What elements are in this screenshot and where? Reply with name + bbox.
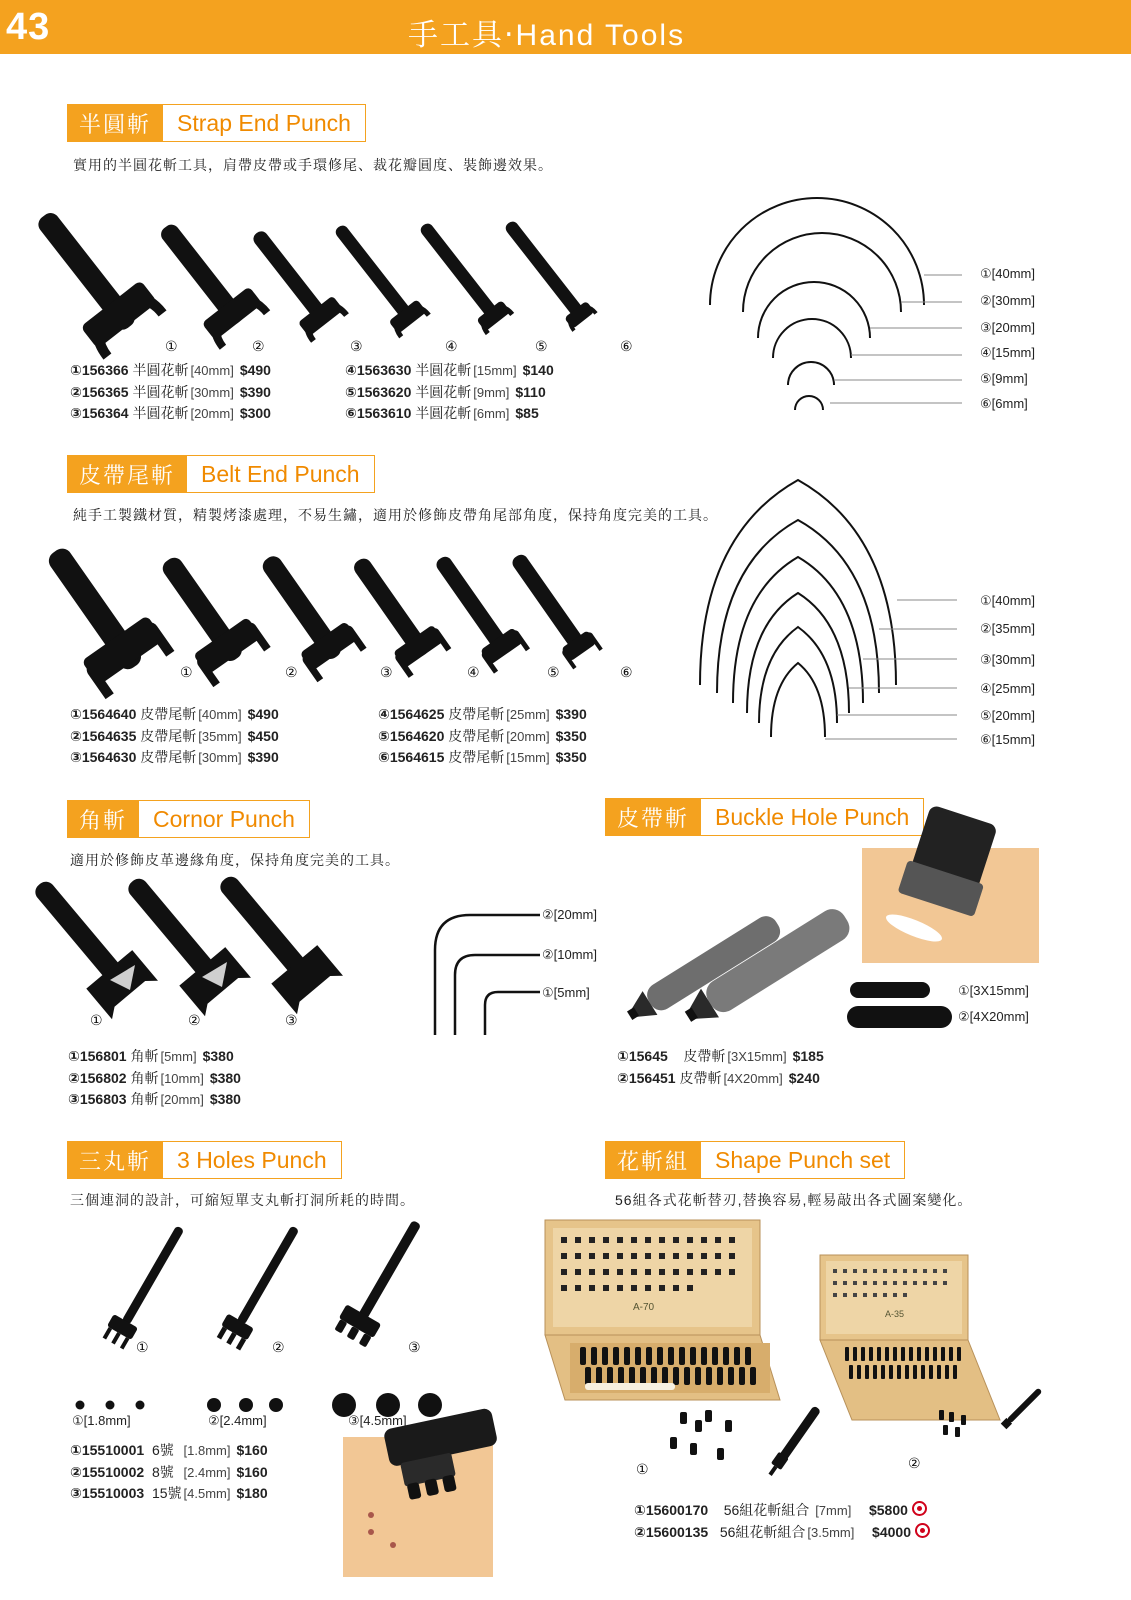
page-title: 手工具‧Hand Tools bbox=[408, 19, 686, 52]
section-title-en: Cornor Punch bbox=[139, 800, 310, 838]
tool-number: ② bbox=[252, 338, 265, 354]
product-price: $490 bbox=[239, 362, 271, 378]
product-size: [30mm] bbox=[190, 384, 234, 400]
product-size: [20mm] bbox=[160, 1092, 204, 1107]
product-size: [20mm] bbox=[506, 728, 550, 744]
tool-number: ④ bbox=[467, 664, 480, 680]
product-code: ②1564635 bbox=[70, 727, 137, 744]
product-price: $4000 bbox=[872, 1523, 911, 1540]
product-name: 56組花斬組合 bbox=[723, 1502, 810, 1518]
product-name: 半圓花斬 bbox=[132, 362, 189, 378]
buckle-photo bbox=[862, 848, 1039, 963]
product-list-shape bbox=[634, 1500, 930, 1543]
product-row bbox=[70, 726, 279, 748]
product-size: [40mm] bbox=[198, 707, 242, 722]
product-size: [2.4mm] bbox=[183, 1464, 231, 1480]
box-label: A-35 bbox=[885, 1309, 905, 1319]
product-size: [3X15mm] bbox=[727, 1049, 787, 1064]
product-code: ②15510002 bbox=[70, 1463, 145, 1480]
product-name: 皮帶斬 bbox=[683, 1048, 726, 1064]
product-size: [9mm] bbox=[473, 384, 510, 400]
size-label: ②[30mm] bbox=[980, 293, 1035, 308]
product-name: 角斬 bbox=[130, 1048, 159, 1064]
product-list-strap-right bbox=[345, 360, 554, 425]
section-description: 適用於修飾皮革邊緣角度，保持角度完美的工具。 bbox=[70, 852, 400, 868]
product-price: $160 bbox=[236, 1463, 268, 1480]
size-label: ①[5mm] bbox=[542, 985, 590, 1000]
product-row bbox=[70, 403, 271, 425]
product-code: ⑤1563620 bbox=[345, 383, 412, 400]
section-description: 實用的半圓花斬工具，肩帶皮帶或手環修尾、裁花瓣圓度、裝飾邊效果。 bbox=[73, 157, 553, 173]
product-price: $350 bbox=[555, 749, 587, 765]
box-label: A-70 bbox=[633, 1302, 655, 1313]
section-title-zh: 半圓斬 bbox=[67, 104, 163, 142]
size-label: ③[30mm] bbox=[980, 652, 1035, 667]
product-price: $380 bbox=[202, 1048, 234, 1064]
product-name: 皮帶尾斬 bbox=[140, 727, 197, 744]
product-code: ①15510001 bbox=[70, 1442, 145, 1458]
size-label: ①[40mm] bbox=[980, 266, 1035, 281]
product-size: [35mm] bbox=[198, 728, 242, 744]
product-price: $140 bbox=[522, 362, 554, 378]
product-row bbox=[617, 1046, 824, 1068]
product-code: ②156802 bbox=[68, 1069, 127, 1086]
tool-number: ③ bbox=[285, 1012, 298, 1028]
target-icon bbox=[915, 1523, 930, 1538]
size-label: ②[10mm] bbox=[542, 947, 597, 962]
tool-number: ⑤ bbox=[535, 338, 548, 354]
product-code: ⑤1564620 bbox=[378, 727, 445, 744]
product-price: $185 bbox=[792, 1048, 824, 1064]
product-name: 半圓花斬 bbox=[415, 383, 472, 400]
product-name: 角斬 bbox=[130, 1091, 159, 1107]
tool-number: ③ bbox=[350, 338, 363, 354]
product-list-strap-left bbox=[70, 360, 271, 425]
tool-number: ⑥ bbox=[620, 664, 633, 680]
section-title-zh: 皮帶斬 bbox=[605, 798, 701, 836]
section-title-en: Buckle Hole Punch bbox=[701, 798, 924, 836]
product-size: [30mm] bbox=[198, 750, 242, 765]
product-size: [4X20mm] bbox=[723, 1070, 783, 1086]
size-label: ②[2.4mm] bbox=[208, 1413, 267, 1428]
size-label: ⑥[6mm] bbox=[980, 396, 1028, 411]
size-label: ③[4.5mm] bbox=[348, 1413, 407, 1428]
product-code: ④1564625 bbox=[378, 706, 445, 722]
product-price: $390 bbox=[247, 749, 279, 765]
product-size: [3.5mm] bbox=[807, 1524, 855, 1540]
product-row bbox=[70, 704, 279, 726]
product-size: [25mm] bbox=[506, 707, 550, 722]
product-row bbox=[634, 1522, 930, 1544]
product-size: [4.5mm] bbox=[183, 1486, 231, 1501]
product-row bbox=[345, 382, 554, 404]
product-row bbox=[70, 360, 271, 382]
product-code: ①156366 bbox=[70, 362, 129, 378]
product-list-belt-right bbox=[378, 704, 587, 769]
product-code: ③156364 bbox=[70, 405, 129, 421]
section-description: 56組各式花斬替刃,替換容易,輕易敲出各式圖案變化。 bbox=[615, 1192, 973, 1208]
product-code: ②156365 bbox=[70, 383, 129, 400]
product-row bbox=[70, 1462, 268, 1484]
section-description: 三個連洞的設計，可縮短單支丸斬打洞所耗的時間。 bbox=[70, 1192, 415, 1208]
product-name: 8號 bbox=[151, 1463, 174, 1480]
tool-number: ① bbox=[180, 664, 193, 680]
product-list-holes bbox=[70, 1440, 268, 1505]
product-row bbox=[68, 1089, 241, 1111]
product-name: 半圓花斬 bbox=[132, 405, 189, 421]
product-code: ③15510003 bbox=[70, 1485, 145, 1501]
section-title-zh: 三丸斬 bbox=[67, 1141, 163, 1179]
product-code: ⑥1563610 bbox=[345, 405, 412, 421]
size-label: ①[40mm] bbox=[980, 593, 1035, 608]
buckle-punch-tools-image bbox=[630, 878, 860, 1018]
product-list-buckle bbox=[617, 1046, 824, 1089]
product-code: ①15645 bbox=[617, 1048, 668, 1064]
product-name: 皮帶尾斬 bbox=[448, 727, 505, 744]
product-price: $85 bbox=[515, 405, 539, 421]
product-price: $380 bbox=[209, 1091, 241, 1107]
product-size: [15mm] bbox=[473, 363, 517, 378]
product-list-belt-left bbox=[70, 704, 279, 769]
product-name: 56組花斬組合 bbox=[719, 1523, 806, 1540]
tool-number: ⑤ bbox=[547, 664, 560, 680]
shape-punch-set-image bbox=[545, 1215, 1025, 1495]
header-bar bbox=[0, 0, 1131, 54]
product-size: [7mm] bbox=[815, 1503, 852, 1518]
size-label: ⑤[9mm] bbox=[980, 371, 1028, 386]
section-title-en: Shape Punch set bbox=[701, 1141, 905, 1179]
product-row bbox=[68, 1046, 241, 1068]
holes-photo bbox=[343, 1437, 493, 1577]
product-price: $380 bbox=[209, 1069, 241, 1086]
product-size: [40mm] bbox=[190, 363, 234, 378]
product-code: ③1564630 bbox=[70, 749, 137, 765]
product-name: 皮帶斬 bbox=[679, 1069, 722, 1086]
tool-number: ① bbox=[165, 338, 178, 354]
size-label: ①[3X15mm] bbox=[958, 983, 1029, 998]
set-number: ① bbox=[636, 1461, 649, 1477]
product-row bbox=[70, 1440, 268, 1462]
tool-number: ② bbox=[188, 1012, 201, 1028]
buckle-size-diagram bbox=[845, 980, 955, 1030]
product-code: ①1564640 bbox=[70, 706, 137, 722]
product-code: ①15600170 bbox=[634, 1502, 709, 1518]
size-label: ③[20mm] bbox=[980, 320, 1035, 335]
product-row bbox=[378, 726, 587, 748]
size-label: ④[25mm] bbox=[980, 681, 1035, 696]
product-code: ⑥1564615 bbox=[378, 749, 445, 765]
size-label: ②[20mm] bbox=[542, 907, 597, 922]
product-price: $240 bbox=[788, 1069, 820, 1086]
product-name: 皮帶尾斬 bbox=[140, 749, 197, 765]
product-size: [10mm] bbox=[160, 1070, 204, 1086]
tool-number: ⑥ bbox=[620, 338, 633, 354]
size-label: ②[4X20mm] bbox=[958, 1009, 1029, 1024]
product-size: [15mm] bbox=[506, 750, 550, 765]
product-row bbox=[378, 747, 587, 769]
product-price: $5800 bbox=[868, 1502, 908, 1518]
tool-number: ④ bbox=[445, 338, 458, 354]
product-name: 15號 bbox=[151, 1485, 182, 1501]
section-title-zh: 角斬 bbox=[67, 800, 139, 838]
size-label: ①[1.8mm] bbox=[72, 1413, 131, 1428]
strap-size-diagram bbox=[700, 190, 1120, 420]
corner-punch-tools-image bbox=[80, 885, 420, 1025]
section-title-en: Strap End Punch bbox=[163, 104, 366, 142]
product-price: $390 bbox=[555, 706, 587, 722]
strap-punch-tools-image bbox=[80, 190, 680, 350]
section-title-zh: 花斬組 bbox=[605, 1141, 701, 1179]
product-price: $350 bbox=[555, 727, 587, 744]
product-row bbox=[345, 360, 554, 382]
product-code: ③156803 bbox=[68, 1091, 127, 1107]
product-name: 角斬 bbox=[130, 1069, 159, 1086]
product-row bbox=[68, 1068, 241, 1090]
tool-number: ③ bbox=[408, 1339, 421, 1355]
product-size: [1.8mm] bbox=[183, 1443, 231, 1458]
product-name: 半圓花斬 bbox=[132, 383, 189, 400]
product-row bbox=[634, 1500, 930, 1522]
size-label: ⑤[20mm] bbox=[980, 708, 1035, 723]
product-row bbox=[70, 382, 271, 404]
product-name: 皮帶尾斬 bbox=[448, 706, 505, 722]
section-header-corner bbox=[67, 800, 310, 838]
product-row bbox=[378, 704, 587, 726]
tool-number: ① bbox=[136, 1339, 149, 1355]
product-list-corner bbox=[68, 1046, 241, 1111]
target-icon bbox=[912, 1501, 927, 1516]
product-price: $110 bbox=[515, 383, 546, 400]
section-title-en: Belt End Punch bbox=[187, 455, 375, 493]
belt-size-diagram bbox=[695, 475, 1115, 775]
tool-number: ② bbox=[272, 1339, 285, 1355]
product-price: $490 bbox=[247, 706, 279, 722]
product-name: 半圓花斬 bbox=[415, 362, 472, 378]
section-header-buckle bbox=[605, 798, 924, 836]
size-label: ②[35mm] bbox=[980, 621, 1035, 636]
product-price: $450 bbox=[247, 727, 279, 744]
product-name: 6號 bbox=[151, 1442, 174, 1458]
product-row bbox=[617, 1068, 824, 1090]
tool-number: ③ bbox=[380, 664, 393, 680]
page-number: 43 bbox=[6, 6, 51, 48]
product-price: $300 bbox=[239, 405, 271, 421]
product-name: 皮帶尾斬 bbox=[448, 749, 505, 765]
section-header-belt bbox=[67, 455, 375, 493]
section-header-holes bbox=[67, 1141, 342, 1179]
product-row bbox=[70, 747, 279, 769]
product-code: ②15600135 bbox=[634, 1523, 709, 1540]
tool-number: ② bbox=[285, 664, 298, 680]
product-code: ④1563630 bbox=[345, 362, 412, 378]
set-number: ② bbox=[908, 1455, 921, 1471]
product-size: [6mm] bbox=[473, 406, 510, 421]
product-price: $180 bbox=[236, 1485, 268, 1501]
tool-number: ① bbox=[90, 1012, 103, 1028]
section-description: 純手工製鐵材質，精製烤漆處理，不易生鏽，適用於修飾皮帶角尾部角度，保持角度完美的工具。 bbox=[73, 507, 718, 523]
product-price: $160 bbox=[236, 1442, 268, 1458]
product-price: $390 bbox=[239, 383, 271, 400]
section-title-zh: 皮帶尾斬 bbox=[67, 455, 187, 493]
product-size: [20mm] bbox=[190, 406, 234, 421]
section-header-shape bbox=[605, 1141, 905, 1179]
product-row bbox=[70, 1483, 268, 1505]
product-name: 半圓花斬 bbox=[415, 405, 472, 421]
section-title-en: 3 Holes Punch bbox=[163, 1141, 342, 1179]
section-header-strap bbox=[67, 104, 366, 142]
product-name: 皮帶尾斬 bbox=[140, 706, 197, 722]
product-row bbox=[345, 403, 554, 425]
size-label: ⑥[15mm] bbox=[980, 732, 1035, 747]
product-code: ①156801 bbox=[68, 1048, 127, 1064]
size-label: ④[15mm] bbox=[980, 345, 1035, 360]
product-code: ②156451 bbox=[617, 1069, 676, 1086]
product-size: [5mm] bbox=[160, 1049, 197, 1064]
